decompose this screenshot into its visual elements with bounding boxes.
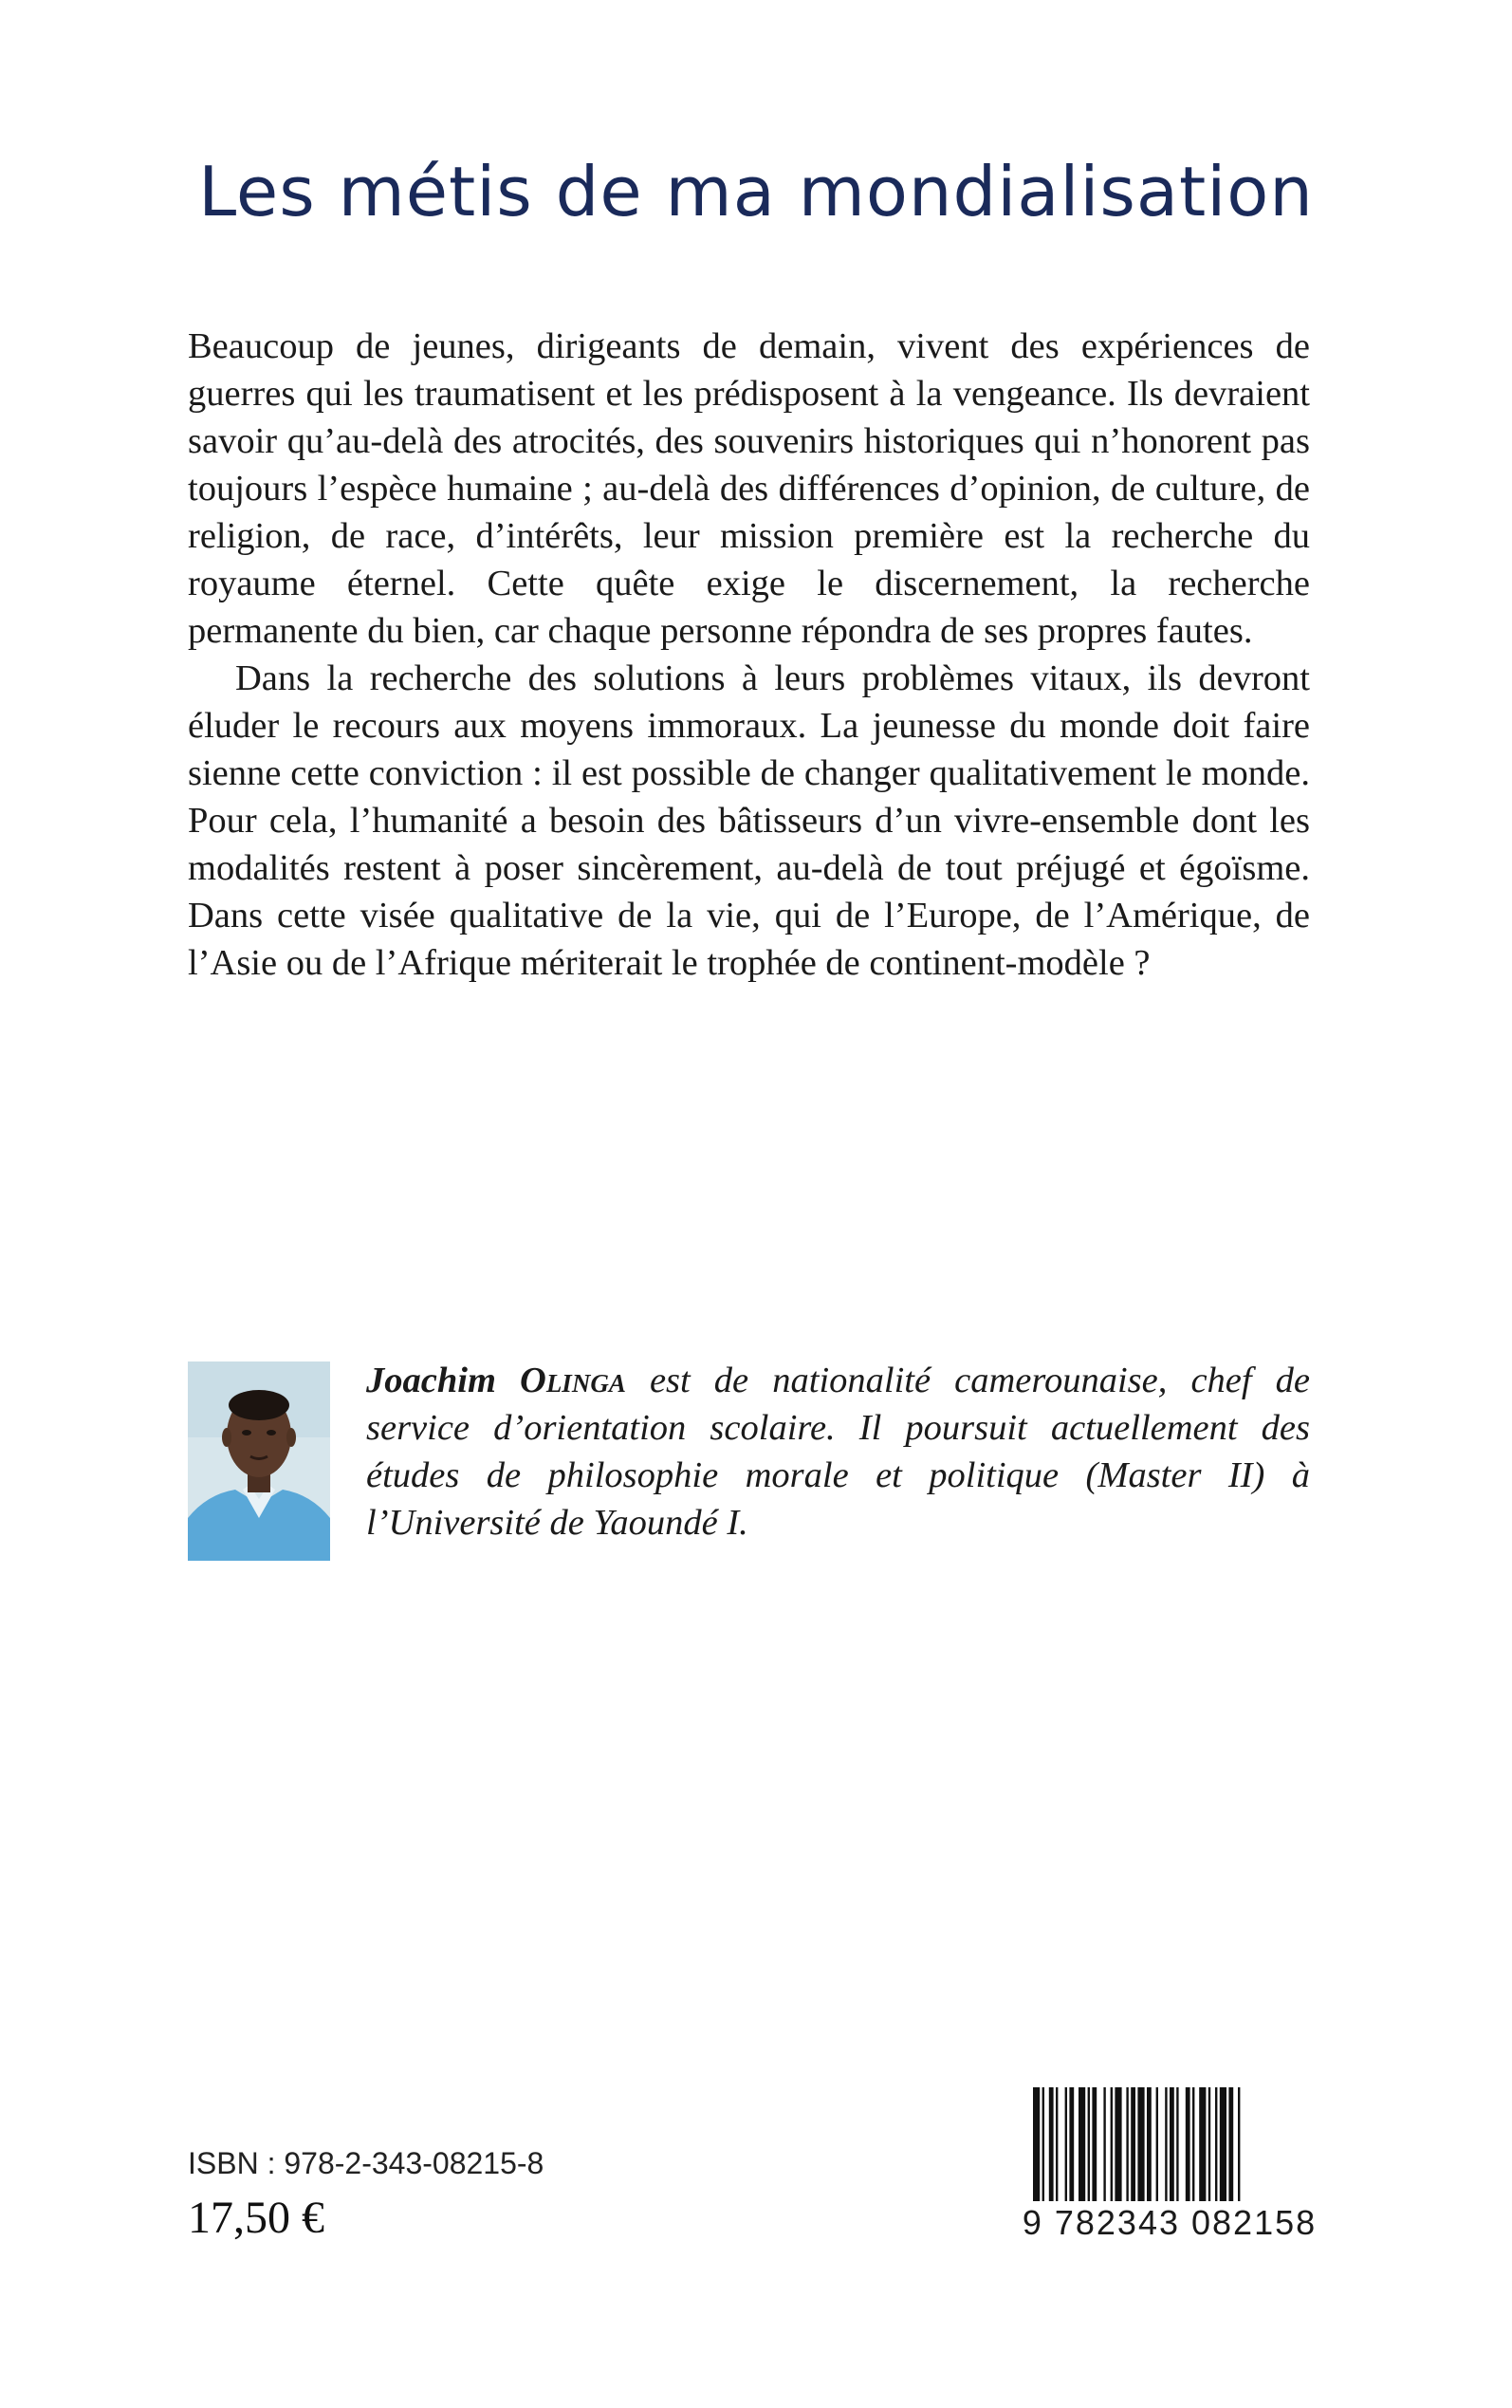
author-last-name: Olinga (520, 1361, 626, 1400)
summary-paragraph: Beaucoup de jeunes, dirigeants de demain, vivent des expériences de guerres qui les traumatisent et les prédisposent à la vengeance. Ils devraient savoir qu’au-delà des atrocités, des souvenirs historiques qui n’honorent pas toujours l’espèce humaine ; au-delà des différences d’opinion, de culture, de religion, de race, d’intérêts, leur mission première est la recherche du royaume éternel. Cette quête exige le discernement, la recherche permanente du bien, car chaque personne répondra de ses propres fautes. (188, 326, 1310, 651)
author-bio-text: est de nationalité camerounaise, chef de service d’orientation scolaire. Il poursuit actuellement des études de philosophie morale et politique (Master II) à l’Université de Yaoundé I. (366, 1361, 1311, 1543)
barcode-number: 9 782343 082158 (1018, 2203, 1321, 2243)
author-photo (188, 1361, 330, 1561)
book-title: Les métis de ma mondialisation (198, 152, 1314, 232)
back-cover-summary (188, 323, 1310, 987)
summary-paragraph: Dans la recherche des solutions à leurs problèmes vitaux, ils devront éluder le recours aux moyens immoraux. La jeunesse du monde doit faire sienne cette conviction : il est possible de changer qualitativement le monde. Pour cela, l’humanité a besoin des bâtisseurs d’un vivre-ensemble dont les modalités restent à poser sincèrement, au-delà de tout préjugé et égoïsme. Dans cette visée qualitative de la vie, qui de l’Europe, de l’Amérique, de l’Asie ou de l’Afrique mériterait le trophée de continent-modèle ? (188, 658, 1310, 983)
isbn: ISBN : 978-2-343-08215-8 (188, 2146, 544, 2180)
author-first-name: Joachim (366, 1361, 496, 1400)
author-bio (366, 1357, 1310, 1547)
price: 17,50 € (188, 2193, 324, 2243)
